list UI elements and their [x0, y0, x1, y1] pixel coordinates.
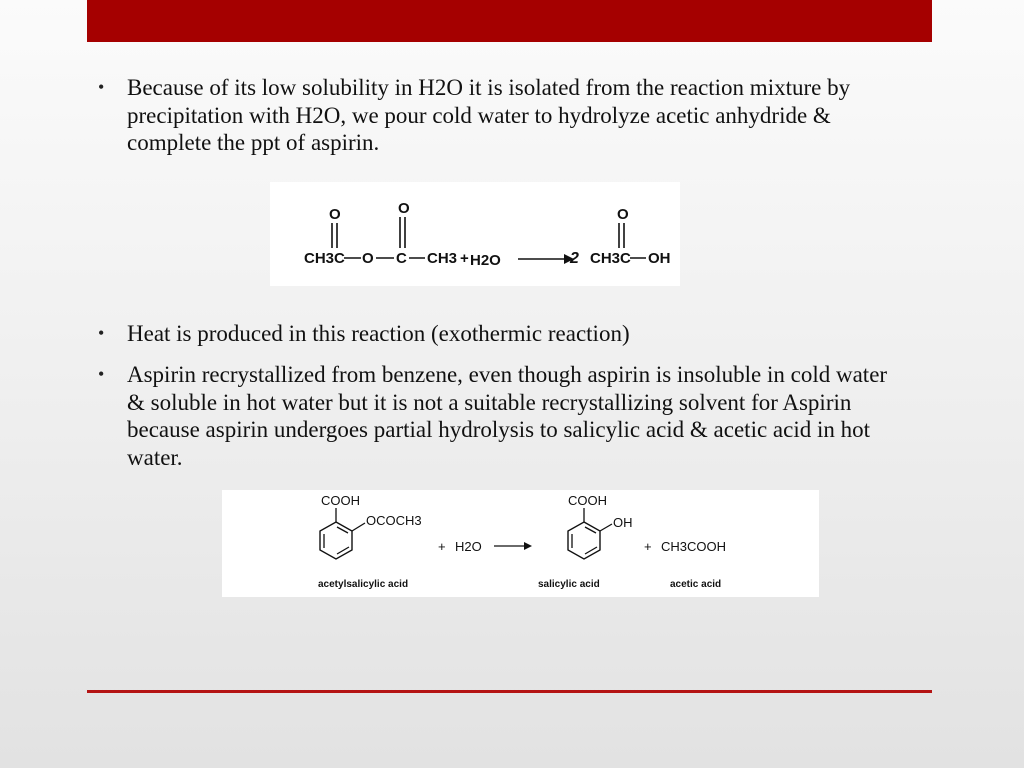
eq2-hydroxyl-label: OH — [613, 515, 633, 530]
bullet-text: Because of its low solubility in H2O it is isolated from the reaction mixture by precipitation with H2O, we pour cold water to hydrolyze acetic anhydride & complete the ppt of aspirin. — [127, 75, 851, 155]
eq2-plus-sign-1: + — [438, 539, 446, 554]
eq1-o-atom-3: O — [617, 206, 629, 223]
eq2-water: H2O — [455, 539, 482, 554]
bullet-marker: • — [98, 364, 105, 384]
bullet-text: Aspirin recrystallized from benzene, even though aspirin is insoluble in cold water & soluble in hot water but it is not a suitable recrystallizing solvent for Aspirin because aspirin undergoes partial hydrolysis to salicylic acid & acetic acid in hot water. — [127, 362, 888, 470]
eq2-ococh3-label: OCOCH3 — [366, 513, 422, 528]
bullet-exothermic — [98, 320, 898, 348]
bullet-text: Heat is produced in this reaction (exothermic reaction) — [127, 321, 630, 346]
eq1-bridge-oxygen: O — [362, 250, 374, 267]
eq1-ch3c-group: CH3C — [304, 250, 345, 267]
eq2-name-acetic: acetic acid — [670, 579, 722, 590]
bullet-precipitation — [98, 74, 898, 157]
eq1-plus-sign: + — [460, 250, 469, 267]
eq1-o-atom-2: O — [398, 200, 410, 217]
bullet-marker: • — [98, 323, 105, 343]
benzene-ring-icon — [568, 522, 600, 559]
eq2-plus-sign-2: + — [644, 539, 652, 554]
eq1-product-ch3c: CH3C — [590, 250, 631, 267]
top-accent-bar — [87, 0, 932, 42]
eq1-methyl-group: CH3 — [427, 250, 458, 267]
benzene-ring-icon — [320, 522, 352, 559]
eq1-water: H2O — [470, 252, 501, 269]
bottom-divider — [87, 690, 932, 693]
bullet-recrystallization — [98, 361, 898, 471]
eq1-carbonyl-carbon: C — [396, 250, 407, 267]
eq2-product-cooh-label: COOH — [568, 493, 607, 508]
eq1-o-atom-1: O — [329, 206, 341, 223]
eq1-hydroxyl: OH — [648, 250, 671, 267]
eq2-acetic-acid-formula: CH3COOH — [661, 539, 727, 554]
eq2-name-acetylsalicylic: acetylsalicylic acid — [318, 579, 409, 590]
anhydride-hydrolysis-equation — [270, 182, 680, 286]
eq2-cooh-label: COOH — [321, 493, 360, 508]
bullet-marker: • — [98, 77, 105, 97]
eq1-coefficient: 2 — [570, 250, 579, 267]
aspirin-hydrolysis-equation — [222, 490, 819, 597]
eq2-name-salicylic: salicylic acid — [538, 579, 600, 590]
